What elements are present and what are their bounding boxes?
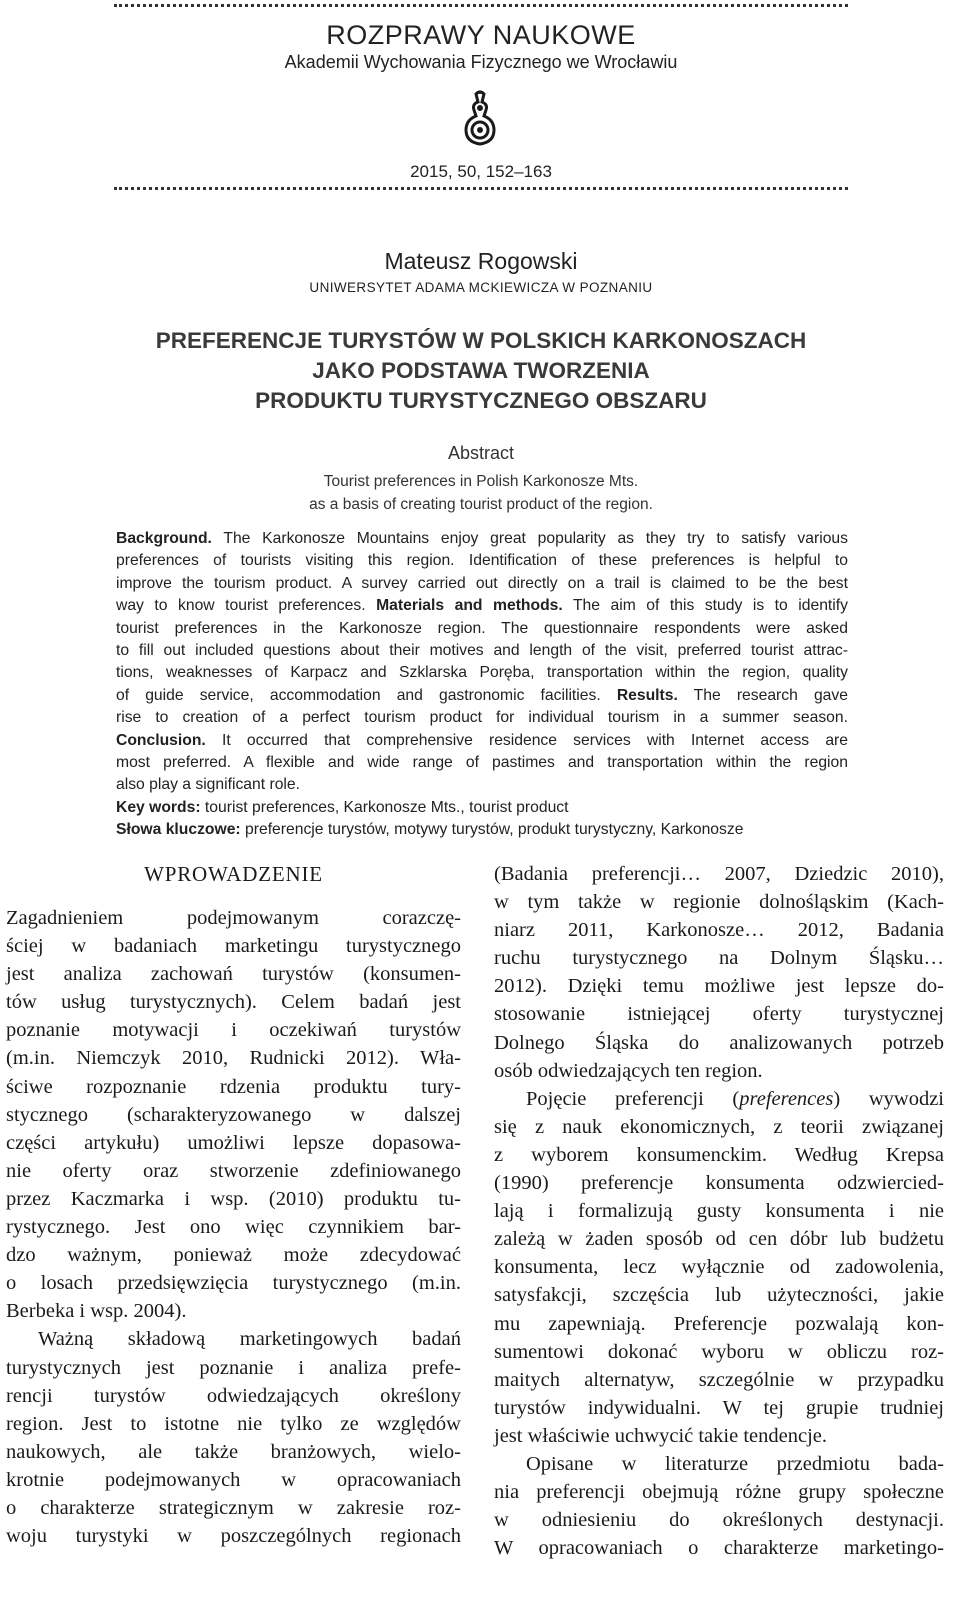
body-line: ruchu turystycznego na Dolnym Śląsku… (494, 947, 944, 970)
conclusion-label: Conclusion. (116, 731, 206, 749)
header-dotted-rule (114, 187, 848, 190)
slowa-kluczowe-label: Słowa kluczowe: (116, 821, 241, 839)
body-line: maitych alternatyw, szczególnie w przypadku (494, 1368, 944, 1391)
body-line: w odniesieniu do określonych destynacji. (494, 1509, 944, 1532)
section-heading: WPROWADZENIE (144, 862, 323, 886)
body-line: ściej w badaniach marketingu turystycznego (6, 935, 461, 958)
body-line: osób odwiedzających ten region. (494, 1059, 763, 1082)
body-line: jest analiza zachowań turystów (konsumen- (6, 963, 461, 986)
body-line: (Badania preferencji… 2007, Dziedzic 2010), (494, 863, 944, 885)
body-line: turystów indywidualni. W tej grupie trudniej (494, 1396, 944, 1419)
abstract-line: way to know tourist preferences. Materials and methods. The aim of this study is to identify (116, 597, 848, 615)
body-line: się z nauk ekonomicznych, z teorii związanej (494, 1115, 944, 1138)
body-line: części artykułu) umożliwi lepsze dopasowa- (6, 1131, 461, 1154)
abstract-heading: Abstract (447, 443, 515, 463)
abstract-line: Background. The Karkonosze Mountains enjoy great popularity as they try to satisfy various (116, 530, 848, 547)
body-left-column (6, 860, 461, 1550)
abstract-line: tions, weaknesses of Karpacz and Szklarska Poręba, transportation within the region, quality (116, 664, 848, 682)
issue-citation: 2015, 50, 152–163 (410, 162, 552, 181)
preferences-term: preferences (739, 1087, 834, 1110)
abstract-line: Conclusion. It occurred that comprehensive residence services with Internet access are (116, 731, 848, 749)
body-line: Ważną składową marketingowych badań (38, 1328, 461, 1351)
body-line: rencji turystów odwiedzających określony (6, 1384, 461, 1407)
title-line: PRODUKTU TURYSTYCZNEGO OBSZARU (255, 388, 707, 413)
body-line: Zagadnieniem podejmowanym corazczę- (6, 907, 461, 929)
body-line: niarz 2011, Karkonosze… 2012, Badania (494, 919, 944, 942)
abstract-line: most preferred. A flexible and wide range of pastimes and transportation within the region (116, 753, 848, 771)
body-line: lają i formalizują gusty konsumenta i nie (494, 1200, 944, 1223)
body-line: 2012). Dzięki temu możliwe jest lepsze do- (494, 975, 944, 998)
journal-logo-icon (462, 90, 498, 146)
body-line: rystycznego. Jest ono więc czynnikiem bar- (6, 1216, 461, 1239)
body-line: stycznego (scharakteryzowanego w dalszej (6, 1103, 461, 1126)
article-title (114, 326, 848, 416)
body-line: satysfakcji, szczęścia lub użyteczności, jakie (494, 1284, 944, 1307)
title-line: PREFERENCJE TURYSTÓW W POLSKICH KARKONOSZACH (155, 328, 807, 353)
abstract-line: to fill out included questions about their motives and length of the visit, preferred tourist attrac- (116, 641, 848, 659)
keywords-label: Key words: (116, 798, 201, 816)
english-title-line: as a basis of creating tourist product of the region. (309, 496, 653, 513)
body-line: poznanie motywacji i oczekiwań turystów (6, 1019, 461, 1042)
title-line: JAKO PODSTAWA TWORZENIA (312, 358, 650, 383)
body-line: nia preferencji obejmują różne grupy społeczne (494, 1481, 944, 1504)
slowa-kluczowe-line: Słowa kluczowe: preferencje turystów, motywy turystów, produkt turystyczny, Karkonosze (116, 821, 744, 839)
body-line: o charakterze strategicznym w zakresie roz- (6, 1496, 461, 1519)
abstract-line: of guide service, accommodation and gastronomic facilities. Results. The research gave (116, 686, 848, 704)
keywords-line: Key words: tourist preferences, Karkonosze Mts., tourist product (116, 798, 569, 816)
journal-title: ROZPRAWY NAUKOWE (326, 20, 636, 50)
body-line: W opracowaniach o charakterze marketingo- (494, 1537, 944, 1560)
abstract-line: improve the tourism product. A survey carried out directly on a trail is claimed to be the best (116, 574, 848, 592)
body-line: Pojęcie preferencji (preferences) wywodzi (526, 1087, 944, 1110)
body-right-column (494, 860, 944, 1562)
body-line: krotnie podejmowanych w opracowaniach (6, 1468, 461, 1491)
body-line: sumentowi dokonać wyboru w obliczu roz- (494, 1340, 944, 1363)
body-line: region. Jest to istotne nie tylko ze względów (6, 1412, 461, 1435)
abstract-line: also play a significant role. (116, 776, 300, 794)
body-line: (1990) preferencje konsumenta odzwiercied- (494, 1172, 944, 1195)
body-line: w tym także w regionie dolnośląskim (Kach- (494, 891, 944, 914)
background-label: Background. (116, 530, 212, 547)
results-label: Results. (616, 686, 678, 704)
body-line: tów usług turystycznych). Celem badań jest (6, 991, 461, 1014)
abstract-line: rise to creation of a perfect tourism product for individual tourism in a summer season. (116, 709, 848, 727)
top-dotted-rule (114, 4, 848, 7)
english-title-line: Tourist preferences in Polish Karkonosze Mts. (323, 473, 639, 490)
body-line: Dolnego Śląska do analizowanych potrzeb (494, 1031, 944, 1054)
body-line: Berbeka i wsp. 2004). (6, 1300, 187, 1323)
author-name: Mateusz Rogowski (384, 248, 578, 274)
body-line: turystycznych jest poznanie i analiza prefe- (6, 1356, 461, 1379)
body-line: przez Kaczmarka i wsp. (2010) produktu tu- (6, 1187, 461, 1210)
body-line: konsumenta, lecz wyłącznie od zadowolenia, (494, 1256, 944, 1279)
body-line: zależą w żaden sposób od cen dóbr lub budżetu (494, 1228, 944, 1251)
body-line: z wyborem konsumenckim. Według Krepsa (494, 1143, 944, 1166)
body-line: woju turystyki w poszczególnych regionach (6, 1525, 461, 1548)
body-line: stosowanie istniejącej oferty turystycznej (494, 1003, 944, 1026)
abstract-body (116, 528, 848, 841)
body-line: nie oferty oraz stworzenie zdefiniowanego (6, 1159, 461, 1182)
abstract-line: preferences of tourists visiting this region. Identification of these preferences is helpful to (116, 552, 848, 570)
body-line: Opisane w literaturze przedmiotu bada- (526, 1452, 944, 1475)
body-line: ściwe rozpoznanie rdzenia produktu tury- (6, 1075, 461, 1098)
body-line: o losach przedsięwzięcia turystycznego (m.in. (6, 1272, 461, 1295)
abstract-line: tourist preferences in the Karkonosze region. The questionnaire respondents were asked (116, 619, 848, 637)
body-line: (m.in. Niemczyk 2010, Rudnicki 2012). Wła- (6, 1047, 461, 1070)
journal-subtitle: Akademii Wychowania Fizycznego we Wrocławiu (284, 52, 678, 72)
materials-label: Materials and methods. (376, 597, 563, 615)
body-line: naukowych, ale także branżowych, wielo- (6, 1440, 461, 1463)
abstract-english-title (114, 470, 848, 516)
author-affiliation: UNIWERSYTET ADAMA MCKIEWICZA W POZNANIU (309, 280, 653, 295)
body-line: jest właściwie uchwycić takie tendencje. (494, 1424, 827, 1447)
body-line: mu zapewniają. Preferencje pozwalają kon- (494, 1312, 944, 1335)
body-line: dzo ważnym, ponieważ może zdecydować (6, 1244, 461, 1267)
